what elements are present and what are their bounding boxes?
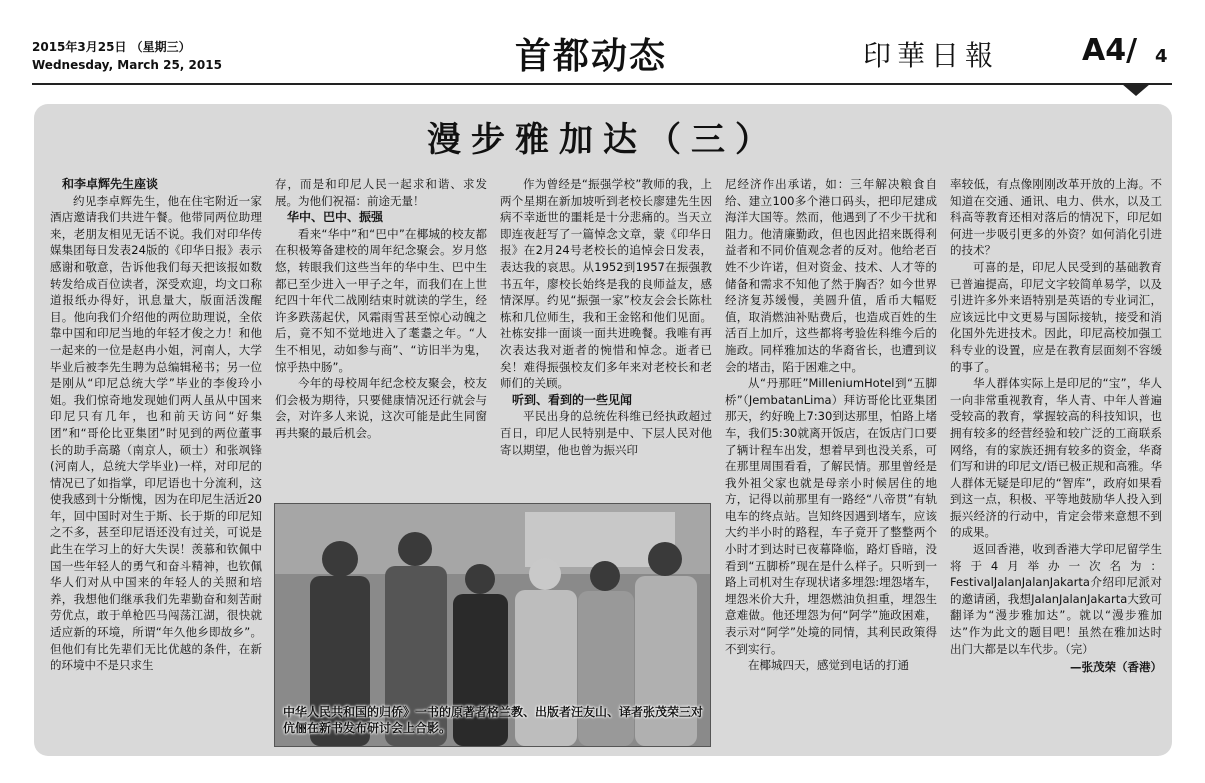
article-column-4 bbox=[725, 176, 937, 674]
date-english: Wednesday, March 25, 2015 bbox=[32, 58, 222, 72]
paragraph: 约见李卓辉先生，他在住宅附近一家酒店邀请我们共进午餐。他带同两位助理来，老朋友相见无话不说。我们对印华传媒集团每日发表24版的《印华日报》表示感谢和敬意，告诉他我们每天把该报如数转发给成百位读者，深受欢迎，均文口称道报纸办得好，讯息量大，版面活泼醒目。他向我们介绍他的两位助理说，全依靠中国和印尼当地的年轻才俊之力！和他一起来的一位是赵冉小姐，河南人，大学毕业后被李先生聘为总编辑秘书；另一位是刚从“印尼总统大学”毕业的李俊玲小姐。我们惊奇地发现她们两人虽从中国来印尼只有几年，也和前天访问“好集团”和“哥伦比亚集团”时见到的两位董事长的助手高璐（南京人，硕士）和张飒锋(河南人，总统大学毕业)一样，对印尼的情况已了如指掌，印尼语也十分流利，这使我感到十分惭愧，因为在印尼生活近20年，回中国时对生于斯、长于斯的印尼知之不多，甚至印尼语还没有过关，可说是此生在学习上的好大失误！羡慕和钦佩中国一些年轻人的勇气和奋斗精神，也钦佩华人们对从中国来的年轻人的关照和培养，我想他们继承我们先辈勤奋和刻苦耐劳优点，敢于单枪匹马闯荡江湖，很快就适应新的环境，所谓“年久他乡即故乡”。但他们有比先辈们无比优越的条件，在新的环境中不是只求生 bbox=[50, 193, 262, 673]
paragraph: 存，而是和印尼人民一起求和谐、求发展。为他们祝福：前途无量！ bbox=[275, 177, 487, 208]
author-byline: —张茂荣（香港） bbox=[1070, 660, 1162, 675]
paragraph: 从“丹那旺”MilleniumHotel到“五脚桥”（JembatanLima）拜访哥伦比亚集团那天，约好晚上7:30到达那里，怕路上堵车，我们5:30就离开饭店，在饭店门口要了辆计程车出发，想着早到也没关系，可在那里周围看看，了解民情。那里曾经是我外祖父家也就是母亲小时候居住的地方，记得以前那里有一路经“八帝贯”有轨电车的终点站。岂知终因遇到堵车，应该大约半小时的路程，车子竟开了整整两个小时才到达时已夜幕降临，路灯昏暗，没看到“五脚桥”现在是什么样子。只听到一路上司机对生存现状诸多埋怨:埋怨堵车，埋怨米价大升，埋怨燃油负担重，埋怨生意难做。他还埋怨为何“阿学”施政困难，表示对“阿学”处境的同情，其利民政策得不到实行。 bbox=[725, 376, 937, 656]
paragraph: 华人群体实际上是印尼的“宝”，华人一向非常重视教育，华人青、中年人普遍受较高的教育，掌握较高的科技知识，也拥有较多的经营经验和较广泛的工商联系网络，有的家族还拥有较多的资金，华裔们写和讲的印尼文/语已极正规和高雅。华人群体无疑是印尼的“智库”，政府如果看到这一点，积极、平等地鼓励华人投入到振兴经济的行动中，肯定会带来意想不到的成果。 bbox=[950, 376, 1162, 540]
paragraph: 在椰城四天，感觉到电话的打通 bbox=[748, 658, 909, 673]
subheading: 听到、看到的一些见闻 bbox=[512, 392, 633, 407]
paragraph: 返回香港，收到香港大学印尼留学生将于4月举办一次名为：FestivalJalanJalanJakarta介绍印尼派对的邀请函，我想JalanJalanJakarta大致可翻译为“漫步雅加达”。就以“漫步雅加达”作为此文的题目吧！虽然在雅加达时出门大都是以车代步。（完） bbox=[950, 542, 1162, 656]
subheading: 华中、巴中、振强 bbox=[287, 210, 384, 225]
masthead bbox=[0, 0, 1205, 100]
article-column-5 bbox=[950, 176, 1162, 676]
article-column-1 bbox=[50, 176, 262, 674]
page-total: 4 bbox=[1155, 46, 1168, 67]
subheading: 和李卓辉先生座谈 bbox=[62, 177, 159, 191]
header-rule-notch bbox=[1122, 84, 1150, 96]
article-column-3 bbox=[500, 176, 712, 458]
paragraph: 作为曾经是“振强学校”教师的我，上两个星期在新加坡听到老校长廖建先生因病不幸逝世的噩耗是十分悲痛的。当天立即连夜赶写了一篇悼念文章，蒙《印华日报》在2月24号老校长的追悼会日发表，表达我的哀思。从1952到1957在振强教书五年，廖校长始终是我的良师益友，感情深厚。约见“振强一家”校友会会长陈杜栋和几位师生，我和王金铭和他们见面。社栋安排一面谈一面共进晚餐。我唯有再次表达我对逝者的惋惜和悼念。逝者已矣！难得振强校友们多年来对老校长和老师们的关顾。 bbox=[500, 177, 712, 391]
paragraph: 看来“华中”和“巴中”在椰城的校友都在积极筹备建校的周年纪念聚会。岁月悠悠，转眼我们这些当年的华中生、巴中生都已至少进入一甲子之年，而我们在上世纪四十年代二战刚结束时就读的学生，经许多跌荡起伏，风霜雨雪甚至惊心动魄之后，竟不知不觉地进入了耄耋之年。“人生不相见，动如参与商”、“访旧半为鬼，惊乎热中肠”。 bbox=[275, 226, 487, 374]
header-rule bbox=[32, 83, 1172, 85]
paragraph: 率较低，有点像刚刚改革开放的上海。不知道在交通、通讯、电力、供水，以及工科高等教育还相对落后的情况下，印尼如何进一步吸引更多的外资？如何消化引进的技术？ bbox=[950, 177, 1162, 258]
photo-caption: 中华人民共和国的归侨》一书的原著者格兰教、出版者汪友山、译者张茂荣三对伉俪在新书发布研讨会上合影。 bbox=[283, 705, 704, 735]
newspaper-logo: 印華日報 bbox=[863, 39, 1000, 72]
article-column-2 bbox=[275, 176, 487, 442]
section-title: 首都动态 bbox=[515, 36, 668, 77]
paragraph: 今年的母校周年纪念校友聚会，校友们会极为期待，只要健康情况还行就会与会，对许多人来说，这次可能是此生同窗再共聚的最后机会。 bbox=[275, 376, 487, 440]
page-number: A4/ bbox=[1082, 33, 1138, 68]
date-chinese: 2015年3月25日 （星期三） bbox=[32, 40, 191, 54]
article-headline: 漫步雅加达（三） bbox=[427, 120, 779, 160]
paragraph: 平民出身的总统佐科维已经执政超过百日，印尼人民特别是中、下层人民对他寄以期望，他也曾为振兴印 bbox=[500, 409, 712, 457]
paragraph: 尼经济作出承诺，如：三年解决粮食自给、建立100多个港口码头，把印尼建成海洋大国等。然而，他遇到了不少干扰和阻力。他清廉勤政，但也因此招来既得利益者和不同价值观念者的反对。他给老百姓不少许诺，但对资金、技术、人才等的储备和需求不知他了然于胸否？如今世界经济复苏缓慢，美圆升值，盾币大幅贬值，取消燃油补贴费后，也造成百姓的生活百上加斤，这些都将考验佐科维今后的施政。同样雅加达的华裔省长，也遭到议会的堵击，陷于困难之中。 bbox=[725, 177, 937, 374]
paragraph: 可喜的是，印尼人民受到的基础教育已普遍提高，印尼文字较简单易学，以及引进许多外来语特别是英语的专业词汇，应该远比中文更易与国际接轨，接受和消化国外先进技术。因此，印尼高校加强工科专业的设置，应是在教育层面刻不容缓的事了。 bbox=[950, 259, 1162, 374]
